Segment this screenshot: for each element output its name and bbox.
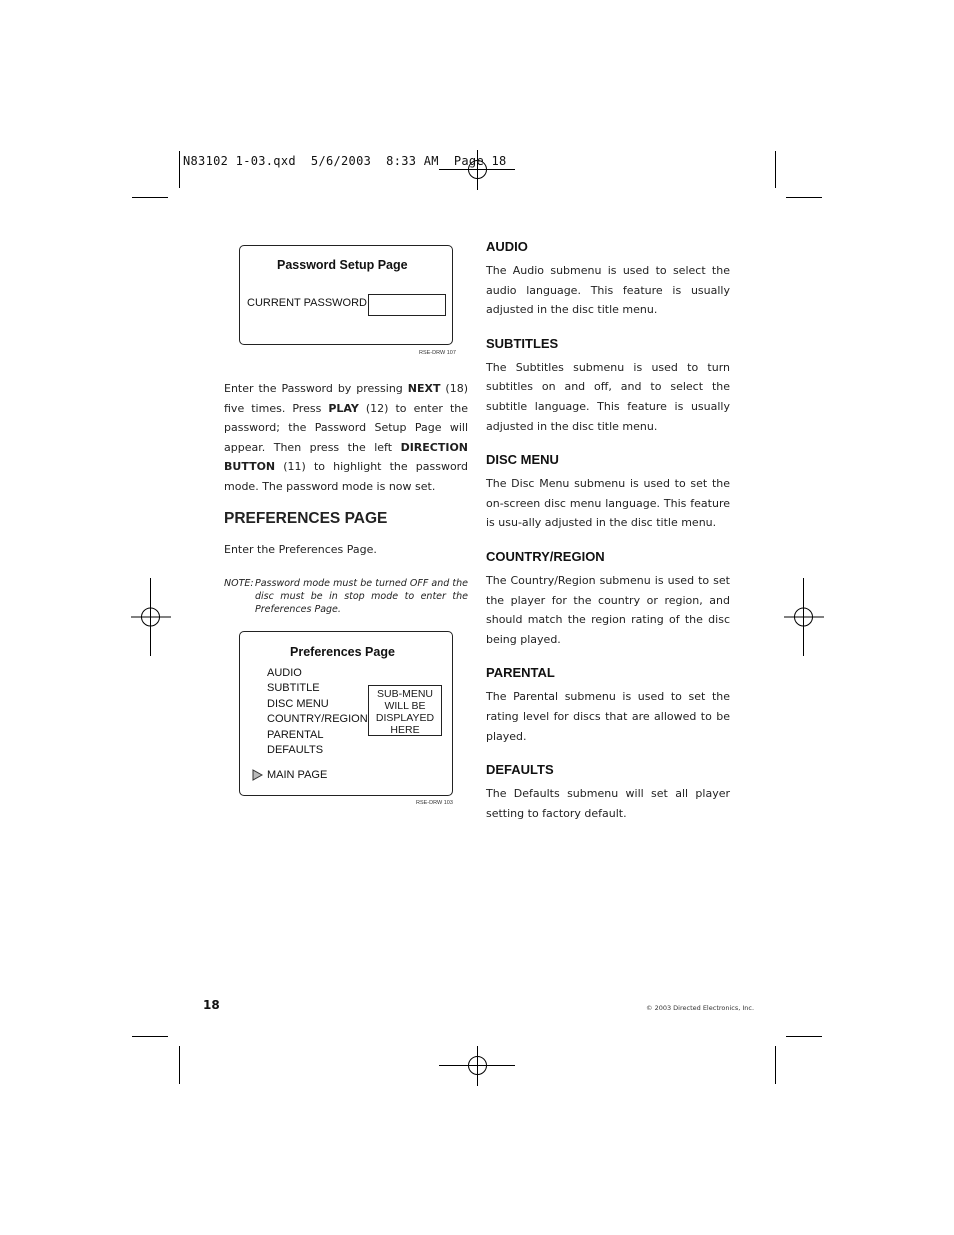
section-audio <box>486 239 730 320</box>
section-defaults <box>486 762 730 823</box>
menu-item-parental: PARENTAL <box>267 729 324 741</box>
menu-item-defaults: DEFAULTS <box>267 744 324 756</box>
current-password-label: CURRENT PASSWORD <box>247 297 367 309</box>
note <box>224 577 468 616</box>
section-text: The Parental submenu is used to set the rating level for discs that are allowed to be played. <box>486 690 730 743</box>
section-disc-menu <box>486 452 730 533</box>
right-column <box>486 239 730 823</box>
registration-mark-bottom <box>439 1046 515 1086</box>
section-heading: PREFERENCES PAGE <box>224 510 388 527</box>
menu-item-audio: AUDIO <box>267 667 302 679</box>
section-subtitles <box>486 336 730 436</box>
section-text: The Audio submenu is used to select the audio language. This feature is usually adjusted in the disc title menu. <box>486 264 730 317</box>
section-heading: DEFAULTS <box>486 762 554 778</box>
registration-mark-right <box>784 578 824 656</box>
section-heading: SUBTITLES <box>486 335 559 351</box>
figure-title: Preferences Page <box>290 645 395 659</box>
section-parental <box>486 665 730 746</box>
password-instructions: Enter the Password by pressing NEXT (18) five times. Press PLAY (12) to enter the password; the Password Setup Page will appear. Then press the left DIRECTION BUTTON (11) to highlight the password mode. The password mode is now set. <box>224 382 469 493</box>
menu-item-main-page: MAIN PAGE <box>267 769 328 781</box>
section-heading: COUNTRY/REGION <box>486 548 605 564</box>
triangle-pointer-icon <box>252 769 263 781</box>
preferences-intro: Enter the Preferences Page. <box>224 543 377 556</box>
page-number: 18 <box>203 998 220 1012</box>
menu-item-disc-menu: DISC MENU <box>267 698 329 710</box>
figure-title: Password Setup Page <box>277 258 408 272</box>
preferences-page-figure <box>239 631 453 796</box>
section-heading: DISC MENU <box>486 452 559 468</box>
menu-item-subtitle: SUBTITLE <box>267 682 320 694</box>
password-setup-figure <box>239 245 453 345</box>
section-heading: PARENTAL <box>486 665 555 681</box>
section-text: The Country/Region submenu is used to set the player for the country or region, and should match the region rating of the disc being played. <box>486 573 730 646</box>
submenu-line: DISPLAYED <box>375 712 435 724</box>
file-slug: N83102 1-03.qxd 5/6/2003 8:33 AM Page 18 <box>183 154 507 168</box>
section-text: The Defaults submenu will set all player setting to factory default. <box>486 787 730 820</box>
section-heading: AUDIO <box>486 239 528 254</box>
copyright: © 2003 Directed Electronics, Inc. <box>646 1004 755 1012</box>
section-country-region <box>486 549 730 649</box>
note-label: NOTE: <box>224 578 254 589</box>
drawing-id: RSE-DRW 107 <box>419 350 456 356</box>
menu-item-country-region: COUNTRY/REGION <box>267 713 368 725</box>
current-password-field <box>368 294 446 316</box>
drawing-id: RSE-DRW 103 <box>416 800 453 806</box>
section-text: The Disc Menu submenu is used to set the on-screen disc menu language. This feature is usu-ally adjusted in the disc title menu. <box>486 477 730 530</box>
section-text: The Subtitles submenu is used to turn subtitles on and off, and to select the subtitle language. This feature is usually adjusted in the disc title menu. <box>486 360 730 433</box>
registration-mark-left <box>131 578 171 656</box>
submenu-line: HERE <box>390 724 420 736</box>
submenu-line: SUB-MENU <box>376 688 433 700</box>
note-text: Password mode must be turned OFF and the disc must be in stop mode to enter the Preferences Page. <box>255 578 468 615</box>
submenu-line: WILL BE <box>384 700 426 712</box>
submenu-box <box>368 685 442 736</box>
